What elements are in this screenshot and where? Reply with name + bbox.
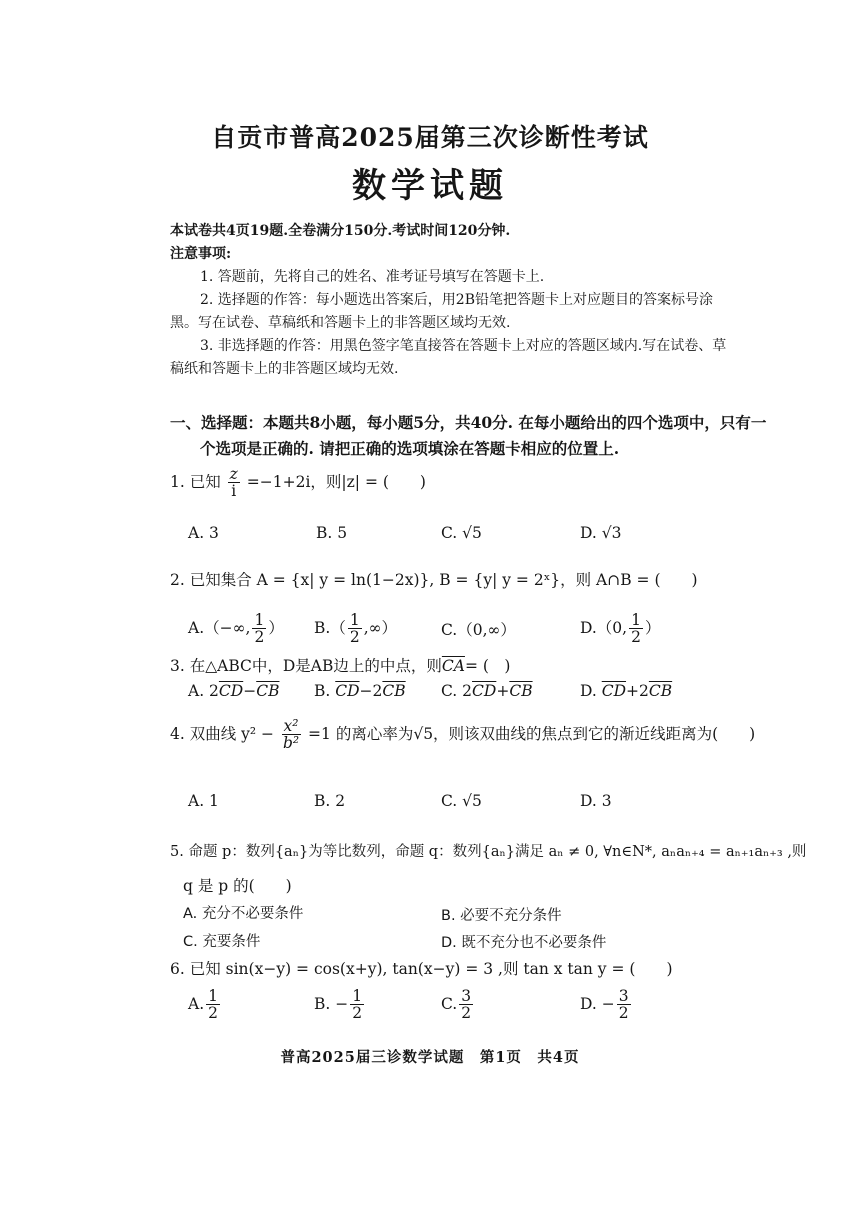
question-3-option-c: C. $2\overline{CD}+\overline{CB}$ [441,682,533,700]
question-1-prefix: 1. 已知 [170,472,221,491]
question-2-stem: 2. 已知集合 A = {x| y = ln(1−2x)}, B = {y| y = 2ˣ}，则 A∩B = ( ) [170,571,698,589]
section-1-heading-line-1: 一、选择题：本题共8小题，每小题5分，共40分. 在每小题给出的四个选项中，只有一 [170,413,767,432]
note-2-line-1: 2. 选择题的作答：每小题选出答案后，用2B铅笔把答题卡上对应题目的答案标号涂 [200,292,714,308]
question-5-option-b: B. 必要不充分条件 [441,908,562,924]
question-1-option-c: C. √5 [441,524,482,542]
exam-summary: 本试卷共4页19题.全卷满分150分.考试时间120分钟. [170,223,511,239]
subject-title: 数学试题 [352,166,508,206]
question-6-option-d: D. − $\frac{3}{2}$ [580,987,629,1023]
note-3-line-1: 3. 非选择题的作答：用黑色签字笔直接答在答题卡上对应的答题区域内.写在试卷、草 [200,338,727,354]
question-5-option-c: C. 充要条件 [183,934,261,950]
question-2-option-b: B.（ $\frac{1}{2}$ ,∞） [314,611,398,647]
question-2-option-d: D.（0, $\frac{1}{2}$ ） [580,611,661,647]
question-3-option-d: D. $\overline{CD}+2\overline{CB}$ [580,682,673,700]
question-1-option-d: D. √3 [580,524,622,542]
question-1-rest: =−1+2i，则|z| = ( ) [246,472,426,491]
page-footer: 普高2025届三诊数学试题 第1页 共4页 [280,1049,580,1066]
question-1-fraction: $\frac{z}{i}$ [229,465,238,501]
question-5-option-a: A. 充分不必要条件 [183,906,304,922]
question-4-option-a: A. 1 [188,792,219,810]
question-3-stem: 3. 在△ABC中，D是AB边上的中点，则$\overline{CA}=$ ( ) [170,657,511,675]
question-1-stem [170,466,426,500]
question-1-option-a: A. 3 [188,524,219,542]
note-3-line-2: 稿纸和答题卡上的非答题区域均无效. [170,361,399,377]
notes-title: 注意事项: [170,246,232,262]
question-3-option-a: A. $2\overline{CD}-\overline{CB}$ [188,682,280,700]
question-6-stem: 6. 已知 sin(x−y) = cos(x+y), tan(x−y) = 3 ,则 tan x tan y = ( ) [170,960,673,978]
question-4-stem: 4. 双曲线 y² − $\frac{\text{x²}}{\text{b²}}$ =1 的离心率为√5，则该双曲线的焦点到它的渐近线距离为( ) [170,717,756,753]
note-1: 1. 答题前，先将自己的姓名、准考证号填写在答题卡上. [200,269,545,285]
question-6-option-b: B. − $\frac{1}{2}$ [314,987,363,1023]
question-5-line-1: 5. 命题 p：数列{aₙ}为等比数列，命题 q：数列{aₙ}满足 aₙ ≠ 0, ∀n∈N*, aₙaₙ₊₄ = aₙ₊₁aₙ₊₃ ,则 [170,844,807,860]
question-4-option-b: B. 2 [314,792,346,810]
question-1-option-b: B. 5 [316,524,348,542]
question-2-option-c: C.（0,∞） [441,621,516,639]
question-6-option-a: A. $\frac{1}{2}$ [188,987,218,1023]
question-5-line-2: q 是 p 的( ) [183,877,292,895]
question-2-option-a: A.（−∞, $\frac{1}{2}$ ） [188,611,284,647]
question-4-option-c: C. √5 [441,792,482,810]
exam-title: 自贡市普高2025届第三次诊断性考试 [211,123,649,152]
question-6-option-c: C. $\frac{3}{2}$ [441,987,472,1023]
question-3-option-b: B. $\overline{CD}-2\overline{CB}$ [314,682,406,700]
section-1-heading-line-2: 个选项是正确的. 请把正确的选项填涂在答题卡相应的位置上. [200,439,620,458]
question-4-option-d: D. 3 [580,792,612,810]
note-2-line-2: 黑。写在试卷、草稿纸和答题卡上的非答题区域均无效. [170,315,511,331]
question-4-fraction: $\frac{\text{x²}}{\text{b²}}$ [282,717,300,753]
question-5-option-d: D. 既不充分也不必要条件 [441,935,607,951]
